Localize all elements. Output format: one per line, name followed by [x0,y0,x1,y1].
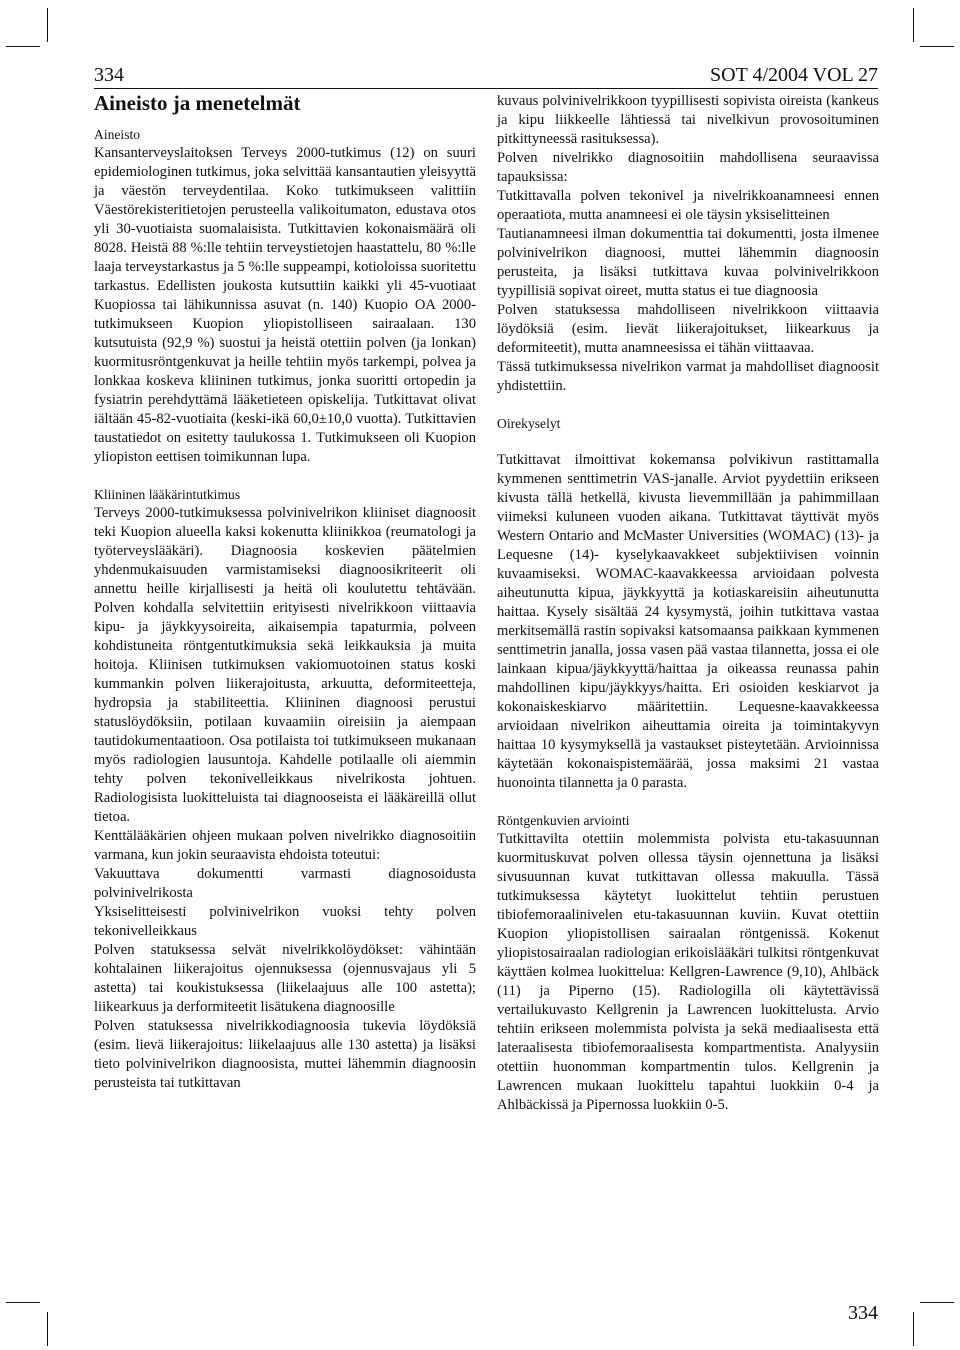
paragraph: Tutkittavat ilmoittivat kokemansa polvikivun rastittamalla kymmenen senttimetrin VAS-janalle. Arviot pyydettiin erikseen kivusta tällä hetkellä, kivusta lievemmillään ja pahimmillaan viimeksi kuluneen vuoden aikana. Tutkittavat täyttivät myös Western Ontario and McMaster Universities (WOMAC) (13)- ja Lequesne (14)- kyselykaavakkeet subjektiivisen voinnin kuvaamiseksi. WOMAC-kaavakkeessa arvioidaan polvesta aiheutunutta kipua, jäykkyyttä ja kotiaskareisiin aiheutunutta haittaa. Kysely sisältää 24 kysymystä, joihin tutkittava vastaa merkitsemällä rastin sopivaksi katsomaansa paikkaan kymmenen senttimetrin janalla, jossa vasen pää vastaa tilannetta, jossa ei ole lainkaan kipua/jäykkyyttä/haittaa ja oikeassa reunassa pahin mahdollinen kipu/jäykkyys/haitta. Eri osioiden keskiarvot ja kokonaiskeskiarvo määritettiin. Lequesne-kaavakkeessa arvioidaan nivelrikon aiheuttamia oireita ja toimintakyvyn haittaa 10 kysymyksellä ja vastaukset pisteytetään. Arvioinnissa käytetään kokonaispistemäärää, jossa maksimi 21 vastaa huonointa tilannetta ja 0 parasta. [497,452,879,791]
header-rule [94,88,878,89]
paragraph: kuvaus polvinivelrikkoon tyypillisesti sopivista oireista (kankeus ja kipu liikkeelle lähtiessä tai nivelkivun provosoituminen pitkittyneessä rasituksessa). [497,93,879,147]
header-journal: SOT 4/2004 VOL 27 [710,64,878,86]
crop-mark [6,46,40,47]
subheading-kliininen: Kliininen lääkärintutkimus [94,487,241,502]
right-column [497,92,879,1115]
subheading-aineisto: Aineisto [94,127,141,142]
paragraph: Polven statuksessa selvät nivelrikkolöydökset: vähintään kohtalainen liikerajoitus ojennuksessa (ojennusvajaus yli 5 astetta) tai koukistuksessa (liikelaajuus alle 100 astetta); liikearkuus ja derformiteetit lisätukena diagnoosille [94,942,476,1015]
footer-page-number: 334 [848,1302,878,1324]
paragraph: Tautianamneesi ilman dokumenttia tai dokumentti, josta ilmenee polvinivelrikon diagnoosi, muttei lähemmin diagnoosin perusteita, ja lisäksi tutkittava kuvaa polvinivelrikkoon tyypillisiä sopivat oireet, mutta status ei tue diagnoosia [497,226,879,299]
paragraph: Polven statuksessa mahdolliseen nivelrikkoon viittaavia löydöksiä (esim. lievät liikerajoitukset, liikearkuus ja deformiteetit), mutta anamneesissa ei tähän viittaavaa. [497,302,879,356]
subheading-rontgen: Röntgenkuvien arviointi [497,813,630,828]
crop-mark [920,1302,954,1303]
paragraph: Tutkittavalla polven tekonivel ja nivelrikkoanamneesi ennen operaatiota, mutta anamneesi ei ole täysin yksiselitteinen [497,188,879,223]
crop-mark [6,1302,40,1303]
paragraph: Tutkittavilta otettiin molemmista polvista etu-takasuunnan kuormituskuvat polven ollessa täysin ojennettuna ja lisäksi sivusuunnan kuvat tutkittavan ollessa makuulla. Tässä tutkimuksessa käytetyt luokittelut tehtiin perustuen tibiofemoraalinivelen etu-takasuunnan kuviin. Kuvat otettiin Kuopion yliopistollisen sairaalan röntgenissä. Kokenut yliopistosairaalan radiologian erikoislääkäri tulkitsi röntgenkuvat käyttäen kolmea luokittelua: Kellgren-Lawrence (9,10), Ahlbäck (11) ja Piperno (15). Radiologilla oli käytettävissä vertailukuvasto Kellgrenin ja Lawrencen luokittelusta. Arvio tehtiin erikseen molemmista polvista ja sekä mediaalisesta että lateraalisesta tibiofemoraalisesta kompartmentista. Analyysiin otettiin huonomman kompartmentin tulos. Kellgrenin ja Lawrencen mukaan luokittelu tapahtui luokkiin 0-4 ja Ahlbäckissä ja Pipernossa luokkiin 0-5. [497,831,879,1113]
left-column [94,92,476,1093]
crop-mark [47,8,48,42]
crop-mark [913,1312,914,1346]
crop-mark [913,8,914,42]
paragraph: Kansanterveyslaitoksen Terveys 2000-tutkimus (12) on suuri epidemiologinen tutkimus, joka selvittää kansantautien yleisyyttä ja väestön terveydentilaa. Koko tutkimukseen valittiin Väestörekisteritietojen perusteella valikoitumaton, edustava otos yli 30-vuotiaista suomalaisista. Tutkittavien kokonaismäärä oli 8028. Heistä 88 %:lle tehtiin terveystietojen haastattelu, 80 %:lle laaja terveystarkastus ja 5 %:lle suppeampi, kotioloissa suoritettu tarkastus. Edellisten joukosta kutsuttiin kaikki yli 45-vuotiaat Kuopiossa tai lähikunnissa asuvat (n. 140) Kuopio OA 2000-tutkimukseen Kuopion yliopistolliseen sairaalaan. 130 kutsutuista (92,9 %) suostui ja heistä otettiin polven (ja lonkan) kuormitusröntgenkuvat ja heille tehtiin myös tarkempi, polvea ja lonkkaa koskeva kliininen tutkimus, jonka suoritti ortopedin ja fysiatrin perehdyttämä lääketieteen opiskelija. Tutkittavat olivat iältään 45-82-vuotiaita (keski-ikä 60,0±10,0 vuotta). Tutkittavien taustatiedot on esitetty taulukossa 1. Tutkimukseen oli Kuopion yliopiston eettisen toimikunnan lupa. [94,145,476,465]
paragraph: Vakuuttava dokumentti varmasti diagnosoidusta polvinivelrikosta [94,866,476,901]
crop-mark [920,46,954,47]
section-title: Aineisto ja menetelmät [94,91,301,115]
paragraph: Kenttälääkärien ohjeen mukaan polven nivelrikko diagnosoitiin varmana, kun jokin seuraavista ehdoista toteutui: [94,828,476,863]
paragraph: Terveys 2000-tutkimuksessa polvinivelrikon kliiniset diagnoosit teki Kuopion alueella kaksi kokenutta kliinikkoa (reumatologi ja työterveyslääkäri). Diagnoosia koskevien päätelmien yhdenmukaisuuden varmistamiseksi diagnoosikriteerit oli annettu heille kirjallisesti ja heitä oli koulutettu tehtävään. Polven kohdalla selvitettiin erityisesti nivelrikkoon viittaavia kipu- ja jäykkyysoireita, aikaisempia tapaturmia, polveen kohdistuneita röntgentutkimuksia sekä leikkauksia ja muita hoitoja. Kliinisen tutkimuksen vakiomuotoinen status koski kummankin polven liikerajoitusta, arkuutta, deformiteetteja, hydropsia ja stabiliteettia. Kliininen diagnoosi perustui statuslöydöksiin, potilaan kuvaamiin oireisiin ja aiempaan tautidokumentaatioon. Osa potilaista toi tutkimukseen mukanaan myös radiologien lausuntoja. Kahdelle potilaalle oli aiemmin tehty polven tekonivelleikkaus nivelrikosta johtuen. Radiologisista luokitteluista tai diagnooseista ei lääkäreillä ollut tietoa. [94,505,476,825]
paragraph: Polven statuksessa nivelrikkodiagnoosia tukevia löydöksiä (esim. lievä liikerajoitus: liikelaajuus alle 130 astetta) ja lisäksi tieto polvinivelrikon diagnoosista, muttei lähemmin diagnoosin perusteista tai tutkittavan [94,1018,476,1091]
paragraph: Yksiselitteisesti polvinivelrikon vuoksi tehty polven tekonivelleikkaus [94,904,476,939]
subheading-oirekyselyt: Oirekyselyt [497,416,561,431]
header-page-number: 334 [94,64,124,86]
crop-mark [47,1312,48,1346]
paragraph: Polven nivelrikko diagnosoitiin mahdollisena seuraavissa tapauksissa: [497,150,879,185]
paragraph: Tässä tutkimuksessa nivelrikon varmat ja mahdolliset diagnoosit yhdistettiin. [497,359,879,394]
